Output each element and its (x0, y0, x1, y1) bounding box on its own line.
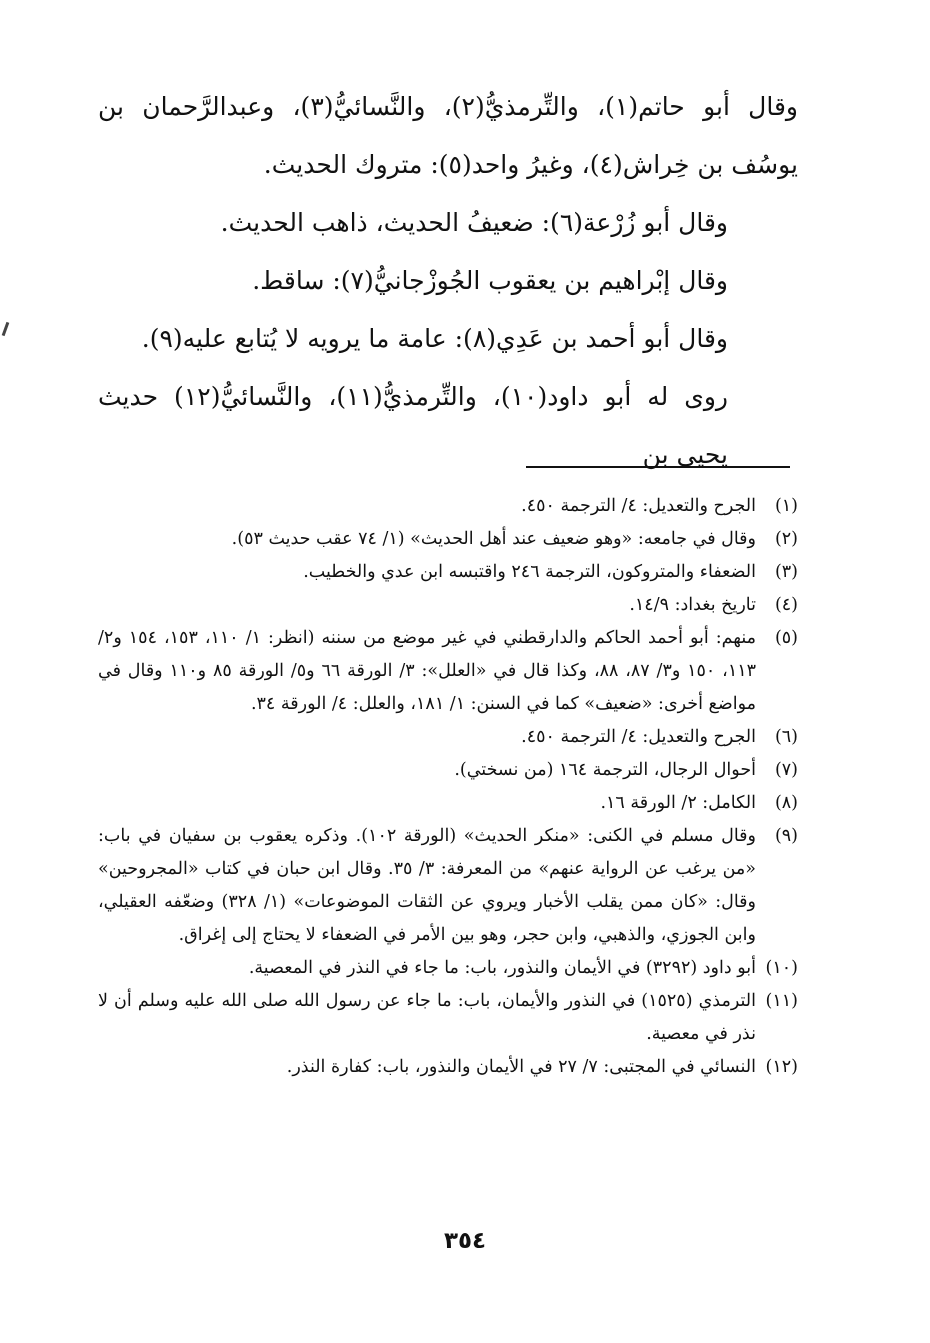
scan-mark (2, 322, 10, 336)
footnote (98, 754, 798, 787)
footnote-text: تاريخ بغداد: ١٤/٩. (629, 595, 756, 615)
footnote-separator (526, 466, 790, 468)
footnote (98, 985, 798, 1051)
main-paragraph: روى له أبو داود(١٠)، والتِّرمذيُّ(١١)، والنَّسائيُّ(١٢) حديث يحيى بن (98, 382, 728, 469)
footnote-text: وقال في جامعه: «وهو ضعيف عند أهل الحديث» (١/ ٧٤ عقب حديث ٥٣). (231, 529, 756, 549)
footnote-number: (٣) (774, 562, 798, 582)
footnote-number: (١١) (765, 991, 798, 1011)
main-paragraph: وقال إبْراهيم بن يعقوب الجُوزْجانيُّ(٧): ساقط. (252, 266, 728, 295)
page-number: ٣٥٤ (443, 1228, 487, 1254)
footnote (98, 952, 798, 985)
footnote-text: النسائي في المجتبى: ٧/ ٢٧ في الأيمان والنذور، باب: كفارة النذر. (286, 1057, 756, 1077)
main-paragraph: وقال أبو زُرْعة(٦): ضعيفُ الحديث، ذاهب الحديث. (220, 208, 728, 237)
footnote-text: وقال مسلم في الكنى: «منكر الحديث» (الورقة ١٠٢). وذكره يعقوب بن سفيان في باب: «من يرغب عن الرواية عنهم» من المعرفة: ٣/ ٣٥. وقال ابن حبان في كتاب «المجروحين» وقال: «كان ممن يقلب الأخبار ويروي عن الثقات الموضوعات» (١/ ٣٢٨) وضعّفه العقيلي، وابن الجوزي، والذهبي، وابن حجر، وهو بين الأمر في الضعفاء لا يحتاج إلى إغراق. (98, 826, 757, 945)
footnote-number: (٩) (774, 826, 798, 846)
footnote-text: الكامل: ٢/ الورقة ١٦. (600, 793, 756, 813)
footnote (98, 523, 798, 556)
main-paragraph: وقال أبو أحمد بن عَدِي(٨): عامة ما يرويه لا يُتابع عليه(٩). (141, 324, 728, 353)
footnote-number: (٦) (774, 727, 798, 747)
footnote-text: أحوال الرجال، الترجمة ١٦٤ (من نسختي). (454, 760, 756, 780)
footnote-number: (١) (774, 496, 798, 516)
footnote (98, 622, 798, 721)
footnote-text: الضعفاء والمتروكون، الترجمة ٢٤٦ واقتبسه ابن عدي والخطيب. (303, 562, 756, 582)
footnote-number: (٥) (774, 628, 798, 648)
footnote-text: أبو داود (٣٢٩٢) في الأيمان والنذور، باب: ما جاء في النذر في المعصية. (248, 958, 756, 978)
footnote-text: الترمذي (١٥٢٥) في النذور والأيمان، باب: ما جاء عن رسول الله صلى الله عليه وسلم أن لا نذر في معصية. (98, 991, 756, 1044)
footnote (98, 589, 798, 622)
footnote-text: الجرح والتعديل: ٤/ الترجمة ٤٥٠. (521, 496, 756, 516)
footnote (98, 820, 798, 952)
footnotes (98, 490, 798, 1084)
main-paragraph: وقال أبو حاتم(١)، والتِّرمذيُّ(٢)، والنَّسائيُّ(٣)، وعبدالرَّحمان بن يوسُف بن خِراش(٤)، وغيرُ واحد(٥): متروك الحديث. (98, 92, 798, 179)
footnote-number: (٤) (774, 595, 798, 615)
footnote-number: (١٢) (765, 1057, 798, 1077)
footnote-text: منهم: أبو أحمد الحاكم والدارقطني في غير موضع من سننه (انظر: ١/ ١١٠، ١٥٣، ١٥٤ و٢/ ١١٣، ١٥٠ و٣/ ٨٧، ٨٨، وكذا قال في «العلل»: ٣/ الورقة ٦٦ و٥/ الورقة ٨٥ و١١٠ وقال في مواضع أخرى: «ضعيف» كما في السنن: ١/ ١٨١، والعلل: ٤/ الورقة ٣٤. (98, 628, 757, 714)
footnote (98, 787, 798, 820)
footnote-text: الجرح والتعديل: ٤/ الترجمة ٤٥٠. (521, 727, 756, 747)
footnote (98, 1051, 798, 1084)
footnote (98, 490, 798, 523)
footnote-number: (٢) (774, 529, 798, 549)
footnote (98, 556, 798, 589)
main-text (98, 78, 798, 484)
footnote-number: (٧) (774, 760, 798, 780)
footnote-number: (٨) (774, 793, 798, 813)
footnote-number: (١٠) (765, 958, 798, 978)
footnote (98, 721, 798, 754)
